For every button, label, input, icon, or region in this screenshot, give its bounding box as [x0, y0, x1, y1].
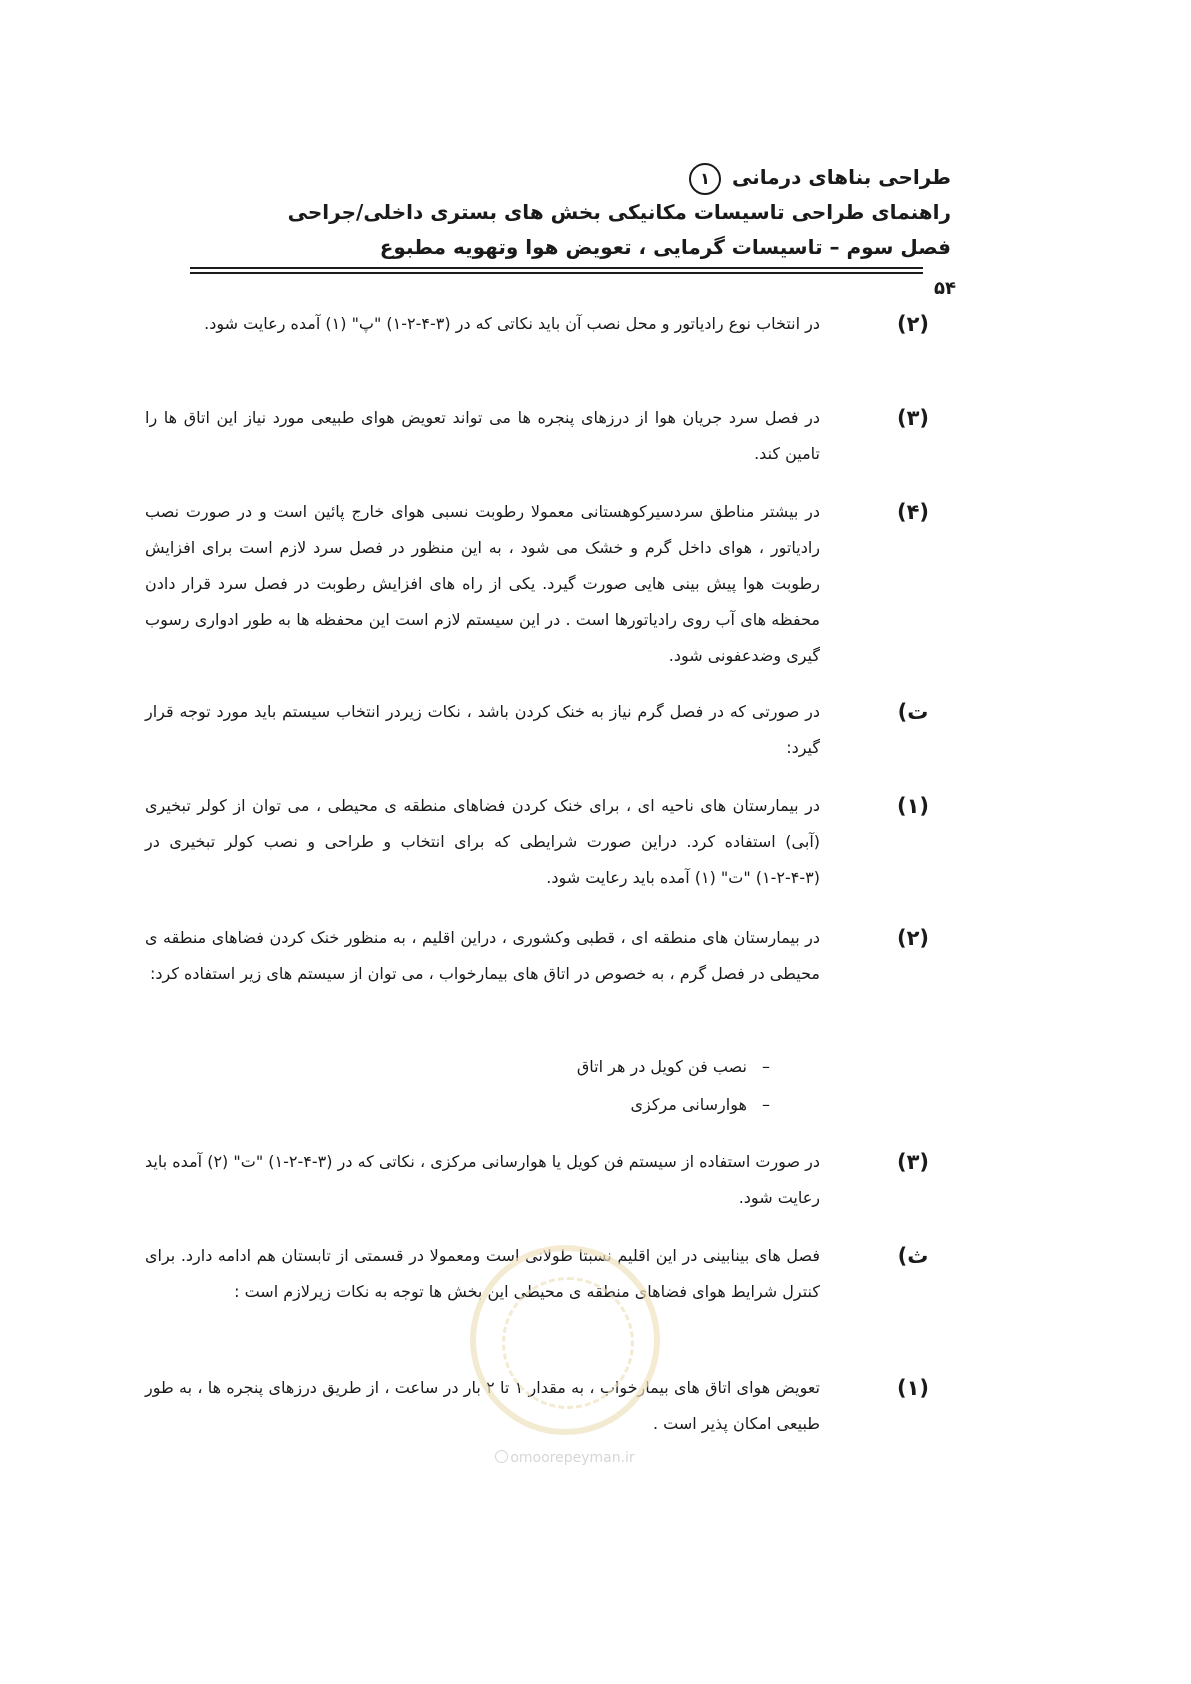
book-title-text: طراحی بناهای درمانی — [731, 165, 951, 189]
list-item — [145, 920, 935, 992]
item-text: در بیمارستان های منطقه ای ، قطبی وکشوری ، دراین اقلیم ، به منظور خنک کردن فضاهای منطقه ی محیطی در فصل گرم ، به خصوص در اتاق های بیمارخواب ، می توان از سیستم های زیر استفاده کرد: — [145, 928, 820, 983]
watermark-seal — [470, 1245, 660, 1435]
item-number: ت) — [897, 700, 929, 724]
header-rule-top — [190, 267, 923, 269]
bullet-list — [440, 1048, 780, 1124]
item-number: ث) — [897, 1244, 929, 1268]
item-number: (۳) — [896, 406, 930, 430]
item-number: (۲) — [896, 926, 930, 950]
item-number: (۱) — [896, 1376, 930, 1400]
page-header — [180, 160, 951, 265]
page-number: ۵۴ — [934, 278, 956, 299]
bullet-dash: – — [762, 1095, 770, 1114]
item-text: در صورتی که در فصل گرم نیاز به خنک کردن باشد ، نکات زیردر انتخاب سیستم باید مورد توجه قرار گیرد: — [145, 702, 820, 757]
list-item — [145, 400, 935, 472]
list-item — [145, 1144, 935, 1216]
list-item — [145, 694, 935, 766]
item-number: (۴) — [896, 500, 930, 524]
bullet-text: نصب فن کویل در هر اتاق — [576, 1057, 747, 1076]
watermark-url: omoorepeyman.ir — [510, 1450, 635, 1466]
list-item — [145, 788, 935, 896]
item-text: در بیشتر مناطق سردسیرکوهستانی معمولا رطوبت نسبی هوای خارج پائین است و در صورت نصب رادیاتور ، هوای داخل گرم و خشک می شود ، به این منظور در فصل سرد لازم است برای افزایش رطوبت هوا پیش بینی هایی صورت گیرد. یکی از راه های افزایش رطوبت در فصل سرد قرار دادن محفظه های آب روی رادیاتورها است . در این سیستم لازم است این محفظه ها به طور ادواری رسوب گیری وضدعفونی شود. — [145, 502, 820, 665]
bullet-text: هوارسانی مرکزی — [630, 1095, 747, 1114]
bullet-item — [440, 1086, 780, 1124]
bullet-dash: – — [762, 1057, 770, 1076]
book-subtitle: راهنمای طراحی تاسیسات مکانیکی بخش های بستری داخلی/جراحی — [287, 200, 951, 224]
item-text: در بیمارستان های ناحیه ای ، برای خنک کردن فضاهای منطقه ی محیطی ، می توان از کولر تبخیری (آبی) استفاده کرد. دراین صورت شرایطی که برای انتخاب و طراحی و نصب کولر تبخیری در (۳-۴-۲-۱) "ت" (۱) آمده باید رعایت شود. — [145, 796, 820, 887]
item-text: در فصل سرد جریان هوا از درزهای پنجره ها می تواند تعویض هوای طبیعی مورد نیاز این اتاق ها را تامین کند. — [145, 408, 820, 463]
item-number: (۱) — [896, 794, 930, 818]
book-title — [180, 160, 951, 195]
item-text: در انتخاب نوع رادیاتور و محل نصب آن باید نکاتی که در (۳-۴-۲-۱) "پ" (۱) آمده رعایت شود. — [204, 314, 820, 333]
header-rule-bottom — [190, 272, 923, 274]
chapter-title: فصل سوم – تاسیسات گرمایی ، تعویض هوا وتهویه مطبوع — [379, 235, 951, 259]
copyright-icon — [495, 1450, 508, 1463]
item-number: (۲) — [896, 312, 930, 336]
watermark-seal-inner — [502, 1277, 634, 1409]
watermark-text — [470, 1450, 660, 1466]
list-item — [145, 494, 935, 674]
item-number: (۳) — [896, 1150, 930, 1174]
bullet-item — [440, 1048, 780, 1086]
volume-badge: ۱ — [689, 163, 721, 195]
item-text: تعویض هوای اتاق های بیمارخواب ، به مقدار ۱ تا ۲ بار در ساعت ، از طریق درزهای پنجره ها ، به طور طبیعی امکان پذیر است . — [145, 1378, 821, 1433]
list-item — [145, 306, 935, 342]
item-text: فصل های بینابینی در این اقلیم نسبتا طولانی است ومعمولا در قسمتی از تابستان هم ادامه دارد. برای کنترل شرایط هوای فضاهای منطقه ی محیطی این بخش ها توجه به نکات زیرلازم است : — [145, 1246, 820, 1301]
item-text: در صورت استفاده از سیستم فن کویل یا هوارسانی مرکزی ، نکاتی که در (۳-۴-۲-۱) "ت" (۲) آمده باید رعایت شود. — [145, 1152, 821, 1207]
